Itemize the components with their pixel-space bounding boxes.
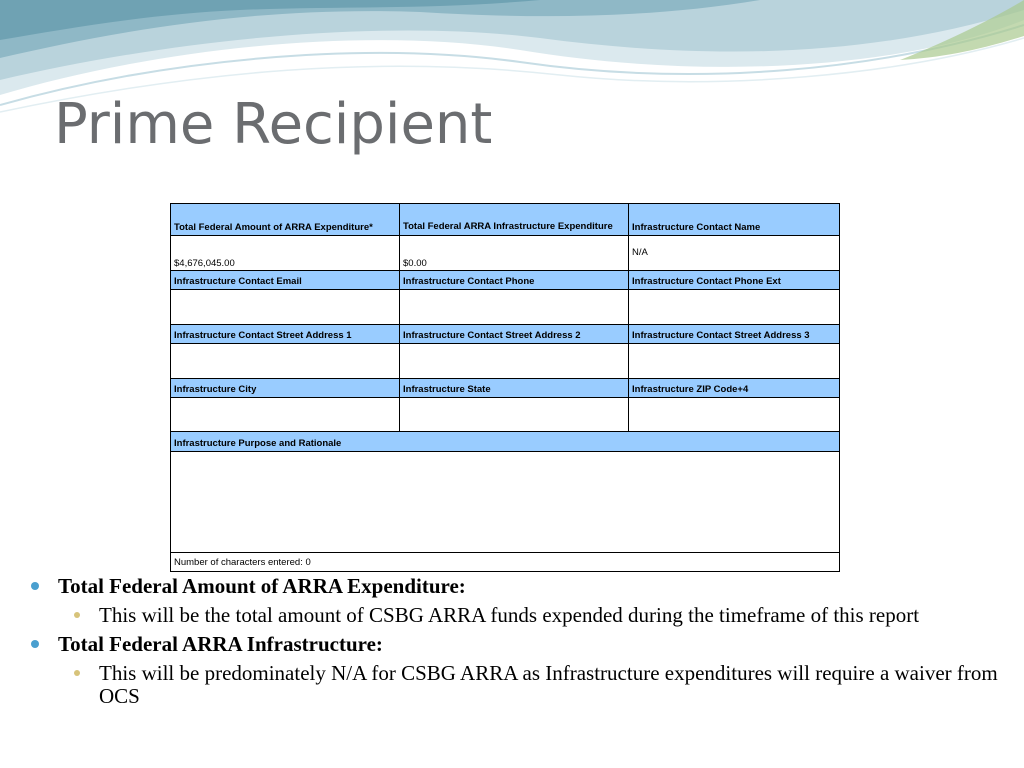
field-label-total-federal-amount: Total Federal Amount of ARRA Expenditure* bbox=[171, 204, 400, 236]
form-grid bbox=[171, 204, 839, 432]
bullet-heading-1: Total Federal Amount of ARRA Expenditure: bbox=[58, 574, 466, 598]
sub-bullet-text-1: This will be the total amount of CSBG ARRA funds expended during the timeframe of this report bbox=[99, 603, 920, 627]
field-label-state: Infrastructure State bbox=[400, 379, 629, 398]
field-value-contact-phone-ext bbox=[629, 290, 839, 325]
sub-bullet-dot-icon bbox=[74, 612, 80, 618]
field-value-state bbox=[400, 398, 629, 432]
sub-bullet-text-2: This will be predominately N/A for CSBG ARRA as Infrastructure expenditures will require a waiver from OCS bbox=[99, 661, 998, 708]
field-value-contact-email bbox=[171, 290, 400, 325]
field-value-total-federal-amount: $4,676,045.00 bbox=[171, 236, 400, 271]
field-label-total-infrastructure-expenditure: Total Federal ARRA Infrastructure Expenditure bbox=[400, 204, 629, 236]
sub-bullet-dot-icon bbox=[74, 670, 80, 676]
field-value-city bbox=[171, 398, 400, 432]
field-label-zip-code: Infrastructure ZIP Code+4 bbox=[629, 379, 839, 398]
bullet-dot-icon bbox=[31, 582, 39, 590]
field-value-street-address-3 bbox=[629, 344, 839, 379]
bullet-list bbox=[28, 574, 1003, 713]
field-label-purpose-rationale: Infrastructure Purpose and Rationale bbox=[171, 432, 839, 452]
field-label-street-address-3: Infrastructure Contact Street Address 3 bbox=[629, 325, 839, 344]
field-label-street-address-1: Infrastructure Contact Street Address 1 bbox=[171, 325, 400, 344]
field-label-contact-email: Infrastructure Contact Email bbox=[171, 271, 400, 290]
field-label-infrastructure-contact-name: Infrastructure Contact Name bbox=[629, 204, 839, 236]
bullet-item-1 bbox=[28, 574, 1003, 598]
field-label-city: Infrastructure City bbox=[171, 379, 400, 398]
sub-bullet-item-2 bbox=[28, 662, 1003, 708]
field-value-street-address-1 bbox=[171, 344, 400, 379]
bullet-item-2 bbox=[28, 632, 1003, 656]
field-value-total-infrastructure-expenditure: $0.00 bbox=[400, 236, 629, 271]
field-value-zip-code bbox=[629, 398, 839, 432]
field-label-contact-phone-ext: Infrastructure Contact Phone Ext bbox=[629, 271, 839, 290]
slide-title: Prime Recipient bbox=[54, 92, 493, 157]
field-value-street-address-2 bbox=[400, 344, 629, 379]
field-label-street-address-2: Infrastructure Contact Street Address 2 bbox=[400, 325, 629, 344]
character-counter: Number of characters entered: 0 bbox=[174, 557, 311, 568]
bullet-heading-2: Total Federal ARRA Infrastructure: bbox=[58, 632, 383, 656]
bullet-dot-icon bbox=[31, 640, 39, 648]
field-value-contact-phone bbox=[400, 290, 629, 325]
field-value-infrastructure-contact-name: N/A bbox=[629, 236, 839, 271]
sub-bullet-item-1 bbox=[28, 604, 1003, 627]
infrastructure-form-screenshot bbox=[170, 203, 840, 572]
field-label-contact-phone: Infrastructure Contact Phone bbox=[400, 271, 629, 290]
field-value-purpose-rationale bbox=[171, 452, 839, 553]
